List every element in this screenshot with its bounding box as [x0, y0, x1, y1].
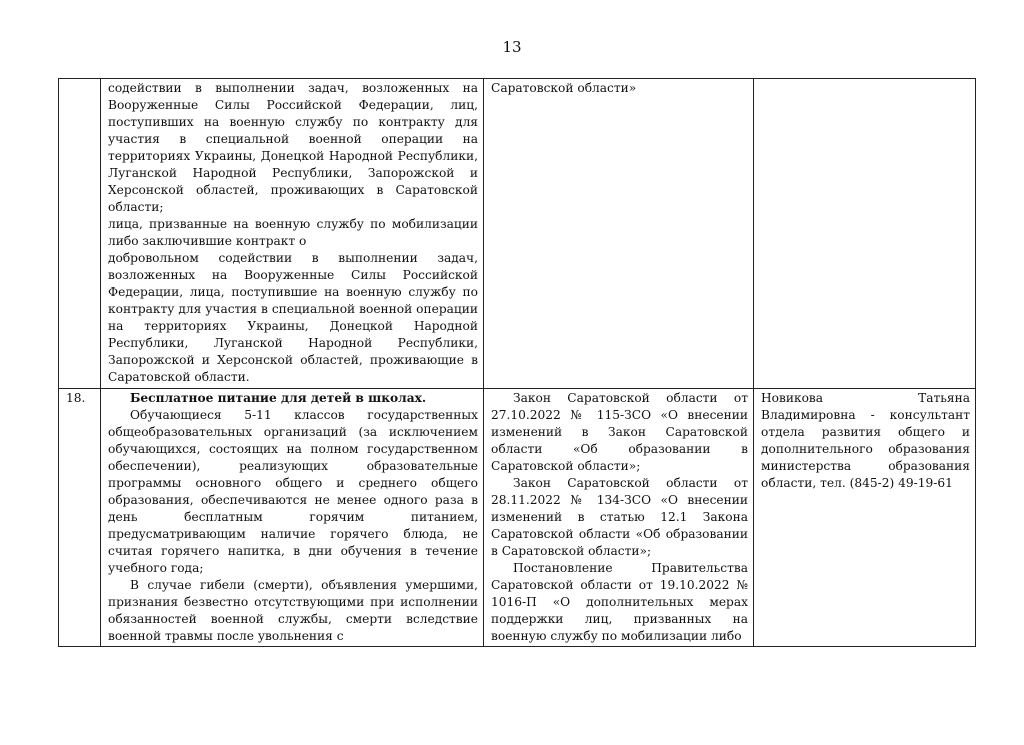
paragraph: добровольном содействии в выполнении задач, возложенных на Вооруженные Силы Российской Федерации, лица, поступившие на военную службу по контракту для участия в специальной военной операции на территориях Украины, Донецкой Народной Республики, Луганской Народной Республики, Запорожской и Херсонской областей, проживающие в Саратовской области.	[108, 251, 478, 384]
row-number	[59, 79, 101, 389]
table-row	[59, 79, 976, 389]
legal-basis	[484, 79, 754, 389]
contact-person	[754, 79, 976, 389]
measure-description	[101, 389, 484, 647]
paragraph: содействии в выполнении задач, возложенных на Вооруженные Силы Российской Федерации, лиц, поступивших на военную службу по контракту для участия в специальной военной операции на территориях Украины, Донецкой Народной Республики, Луганской Народной Республики, Запорожской и Херсонской областей, проживающих в Саратовской области;	[108, 81, 478, 214]
paragraph: Обучающиеся 5-11 классов государственных общеобразовательных организаций (за исключением обучающихся, состоящих на полном государственном обеспечении), реализующих образовательные программы основного общего и среднего общего образования, обеспечиваются не менее одного раза в день бесплатным горячим питанием, предусматривающим наличие горячего блюда, не считая горячего напитка, в дни обучения в течение учебного года;	[108, 408, 478, 575]
table-row	[59, 389, 976, 647]
paragraph: Саратовской области»	[491, 81, 637, 95]
page-number: 13	[502, 38, 522, 56]
measure-title: Бесплатное питание для детей в школах.	[130, 391, 427, 405]
row-number: 18.	[59, 389, 101, 647]
paragraph: Постановление Правительства Саратовской области от 19.10.2022 № 1016-П «О дополнительных мерах поддержки лиц, призванных на военную службу по мобилизации либо	[491, 561, 748, 643]
measures-table	[58, 78, 976, 647]
contact-person: Новикова Татьяна Владимировна - консультант отдела развития общего и дополнительного образования министерства образования области, тел. (845-2) 49-19-61	[754, 389, 976, 647]
paragraph: лица, призванные на военную службу по мобилизации либо заключившие контракт о	[108, 217, 478, 248]
legal-basis	[484, 389, 754, 647]
paragraph: Закон Саратовской области от 28.11.2022 № 134-ЗСО «О внесении изменений в статью 12.1 Закона Саратовской области «Об образовании в Саратовской области»;	[491, 476, 748, 558]
measure-description	[101, 79, 484, 389]
paragraph: В случае гибели (смерти), объявления умершими, признания безвестно отсутствующими при исполнении обязанностей военной службы, смерти вследствие военной травмы после увольнения с	[108, 578, 478, 643]
paragraph: Закон Саратовской области от 27.10.2022 № 115-ЗСО «О внесении изменений в Закон Саратовской области «Об образовании в Саратовской области»;	[491, 391, 748, 473]
